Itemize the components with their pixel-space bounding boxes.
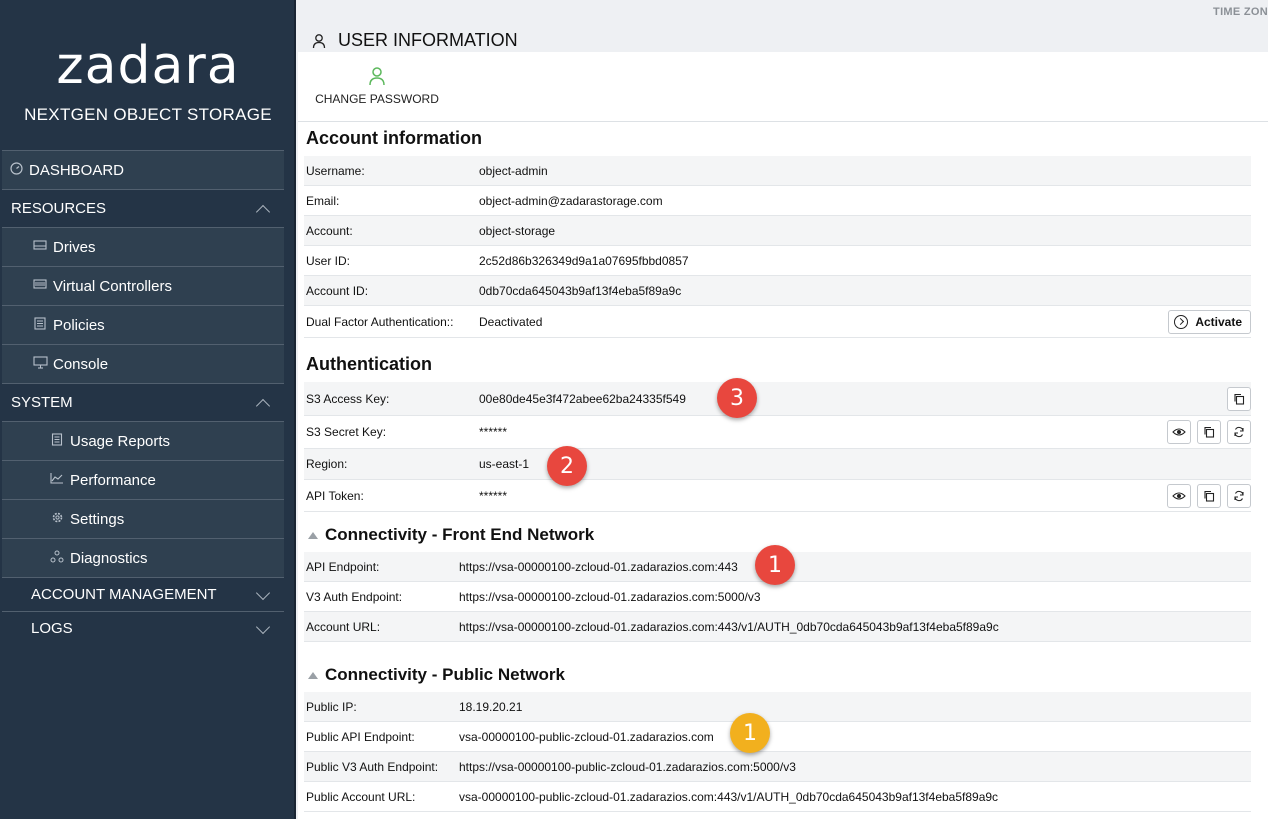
sidebar-section-system[interactable] (2, 383, 284, 421)
table-row (304, 722, 1251, 752)
sidebar-item-label: Usage Reports (70, 432, 171, 450)
row-value: us-east-1 (479, 457, 530, 471)
toolbar (298, 52, 1268, 122)
user-icon (368, 66, 386, 86)
sidebar-item-diagnostics[interactable] (2, 538, 284, 577)
collapse-triangle-icon (308, 532, 318, 539)
row-value: ****** (479, 425, 508, 439)
row-label: Account URL: (306, 619, 381, 634)
sidebar-item-settings[interactable] (2, 499, 284, 538)
sidebar-item-label: Performance (70, 471, 156, 489)
table-row (304, 612, 1251, 642)
section-title-public[interactable] (306, 665, 565, 685)
sidebar-item-dashboard[interactable] (2, 150, 284, 189)
row-value: Deactivated (479, 314, 543, 329)
row-value: https://vsa-00000100-public-zcloud-01.zadarazios.com:5000/v3 (459, 759, 796, 774)
table-row (304, 186, 1251, 216)
row-label: S3 Access Key: (306, 391, 390, 406)
sidebar-item-policies[interactable] (2, 305, 284, 344)
row-label: Region: (306, 457, 348, 471)
sidebar-item-label: DASHBOARD (29, 161, 125, 179)
table-row (304, 692, 1251, 722)
row-label: Public IP: (306, 699, 357, 714)
sidebar-item-label: Virtual Controllers (53, 277, 172, 295)
row-label: User ID: (306, 253, 351, 268)
table-row (304, 276, 1251, 306)
row-label: Dual Factor Authentication:: (306, 314, 454, 329)
row-label: V3 Auth Endpoint: (306, 589, 403, 604)
show-token-button[interactable] (1167, 484, 1191, 508)
sidebar-section-resources[interactable] (2, 189, 284, 227)
annotation-badge-1-yellow: 1 (730, 713, 770, 753)
row-value: https://vsa-00000100-zcloud-01.zadarazios.com:443 (459, 559, 738, 574)
table-row (304, 752, 1251, 782)
row-value: vsa-00000100-public-zcloud-01.zadarazios.com:443/v1/AUTH_0db70cda645043b9af13f4eba5f89a9c (459, 789, 999, 804)
row-value: ****** (479, 488, 508, 503)
annotation-badge-1-red: 1 (755, 545, 795, 585)
sidebar-item-console[interactable] (2, 344, 284, 383)
copy-button[interactable] (1227, 387, 1251, 411)
activate-button[interactable] (1168, 310, 1251, 334)
table-row (304, 156, 1251, 186)
row-value: 18.19.20.21 (459, 699, 523, 714)
sidebar-section-label: LOGS (31, 620, 73, 637)
table-row (304, 416, 1251, 449)
table-row (304, 246, 1251, 276)
copy-icon (1203, 490, 1215, 502)
regenerate-button[interactable] (1227, 420, 1251, 444)
row-value: 00e80de45e3f472abee62ba24335f549 (479, 391, 686, 406)
row-actions (1167, 484, 1251, 508)
row-label: Public Account URL: (306, 789, 416, 804)
sidebar-item-label: Drives (53, 238, 96, 256)
eye-icon (1172, 491, 1186, 501)
refresh-icon (1233, 426, 1245, 438)
user-icon (312, 33, 326, 49)
show-secret-button[interactable] (1167, 420, 1191, 444)
table-row (304, 480, 1251, 512)
chevron-up-icon (256, 398, 270, 412)
product-subtitle: NEXTGEN OBJECT STORAGE (24, 105, 272, 124)
zadara-logo: zadara (56, 36, 240, 96)
row-actions (1227, 387, 1251, 411)
table-row (304, 216, 1251, 246)
main-area (298, 0, 1268, 819)
sidebar-item-label: Console (53, 355, 109, 373)
table-row (304, 449, 1251, 480)
sidebar-item-label: Diagnostics (70, 549, 148, 567)
diagnostics-icon (49, 550, 65, 566)
change-password-button[interactable] (312, 66, 442, 106)
row-actions (1167, 420, 1251, 444)
annotation-badge-3: 3 (717, 378, 757, 418)
copy-button[interactable] (1197, 484, 1221, 508)
row-value: object-admin@zadarastorage.com (479, 193, 663, 208)
row-label: Public API Endpoint: (306, 729, 415, 744)
account-table (304, 156, 1251, 338)
row-value: https://vsa-00000100-zcloud-01.zadarazios.com:443/v1/AUTH_0db70cda645043b9af13f4eba5f89a9c (459, 619, 999, 634)
chevron-up-icon (256, 204, 270, 218)
copy-button[interactable] (1197, 420, 1221, 444)
row-label: S3 Secret Key: (306, 425, 387, 439)
sidebar-section-label: ACCOUNT MANAGEMENT (31, 586, 217, 603)
section-title-account: Account information (306, 128, 482, 148)
chevron-right-circle-icon (1174, 315, 1188, 329)
sidebar-item-label: Policies (53, 316, 105, 334)
refresh-icon (1233, 490, 1245, 502)
page-title-text: USER INFORMATION (338, 30, 518, 50)
table-row (304, 782, 1251, 812)
row-label: Username: (306, 163, 365, 178)
table-row (304, 382, 1251, 416)
row-label: Account ID: (306, 283, 369, 298)
user-info-content (298, 122, 1268, 819)
activate-label: Activate (1195, 314, 1242, 329)
row-value: 0db70cda645043b9af13f4eba5f89a9c (479, 283, 682, 298)
sidebar-item-usage-reports[interactable] (2, 421, 284, 460)
sidebar-section-label: RESOURCES (11, 200, 107, 217)
table-row (304, 582, 1251, 612)
gear-icon (49, 511, 65, 527)
row-value: https://vsa-00000100-zcloud-01.zadarazios.com:5000/v3 (459, 589, 761, 604)
row-label: API Endpoint: (306, 559, 380, 574)
section-title-text: Connectivity - Public Network (325, 665, 565, 684)
annotation-badge-2: 2 (547, 446, 587, 486)
page-title (312, 30, 518, 51)
row-label: Public V3 Auth Endpoint: (306, 759, 439, 774)
section-title-front-end[interactable] (306, 525, 594, 545)
sidebar-item-label: Settings (70, 510, 125, 528)
sidebar-section-label: SYSTEM (11, 394, 73, 411)
row-actions (1168, 310, 1251, 334)
regenerate-button[interactable] (1227, 484, 1251, 508)
public-table (304, 692, 1251, 812)
copy-icon (1233, 393, 1245, 405)
sidebar-item-drives[interactable] (2, 227, 284, 266)
copy-icon (1203, 426, 1215, 438)
row-label: API Token: (306, 488, 364, 503)
sidebar-item-performance[interactable] (2, 460, 284, 499)
monitor-icon (32, 356, 48, 372)
eye-icon (1172, 427, 1186, 437)
area-chart-icon (49, 472, 65, 488)
chevron-down-icon (256, 585, 270, 599)
sidebar (0, 0, 296, 819)
row-value: object-storage (479, 223, 556, 238)
sidebar-section-account-management[interactable] (2, 577, 284, 611)
sidebar-item-virtual-controllers[interactable] (2, 266, 284, 305)
table-row (304, 306, 1251, 338)
row-value: 2c52d86b326349d9a1a07695fbbd0857 (479, 253, 689, 268)
row-label: Account: (306, 223, 353, 238)
row-label: Email: (306, 193, 340, 208)
time-zone-label[interactable]: TIME ZON (1213, 6, 1268, 18)
controller-icon (32, 278, 48, 294)
policy-icon (32, 317, 48, 333)
gauge-icon (8, 162, 24, 178)
chevron-down-icon (256, 619, 270, 633)
report-icon (49, 433, 65, 449)
sidebar-nav (2, 150, 284, 645)
section-title-authentication: Authentication (306, 354, 432, 374)
section-title-text: Connectivity - Front End Network (325, 525, 595, 544)
change-password-label: CHANGE PASSWORD (315, 92, 439, 106)
collapse-triangle-icon (308, 672, 318, 679)
row-value: object-admin (479, 163, 548, 178)
sidebar-section-logs[interactable] (2, 611, 284, 645)
row-value: vsa-00000100-public-zcloud-01.zadarazios.com (459, 729, 714, 744)
drive-icon (32, 239, 48, 255)
authentication-table (304, 382, 1251, 512)
